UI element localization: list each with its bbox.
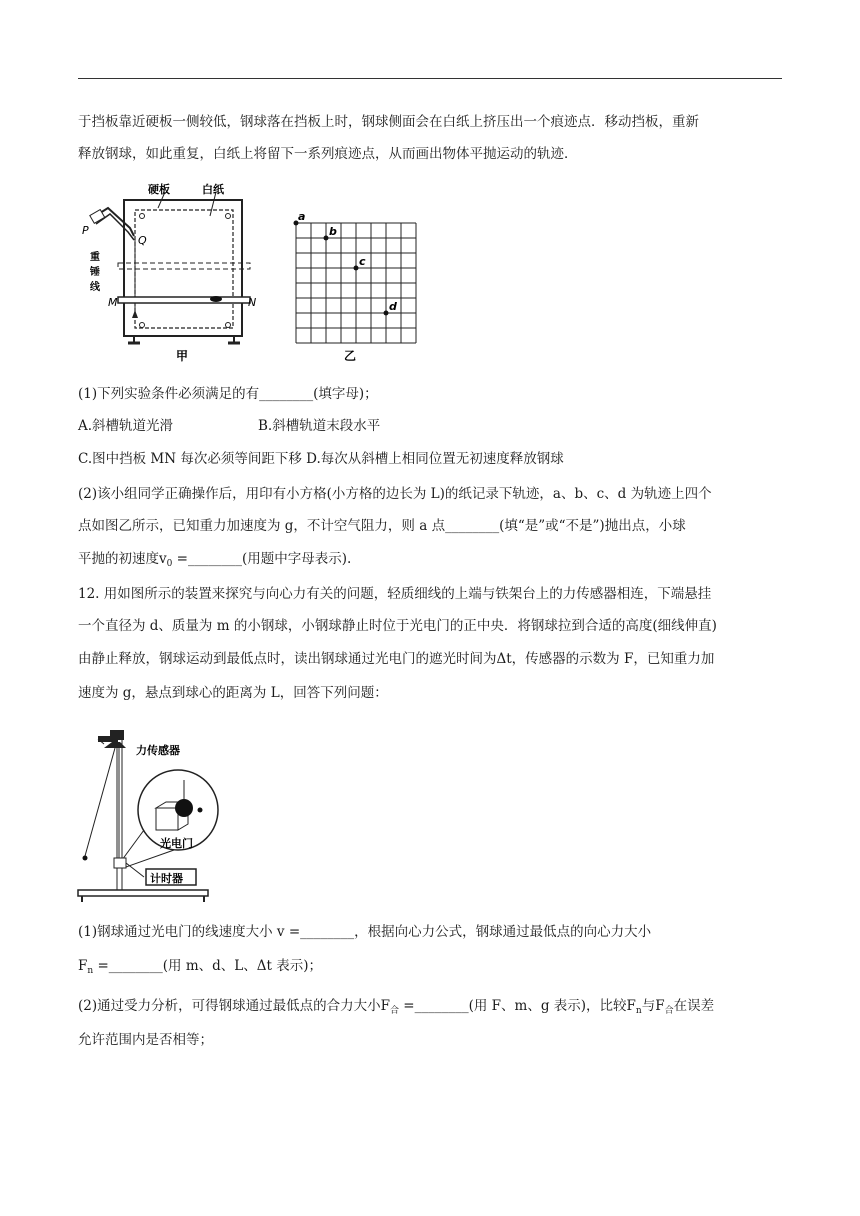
label-Q: Q [138, 234, 147, 247]
label-chui: 锤 [90, 267, 100, 278]
q11-part1: (1)下列实验条件必须满足的有________(填字母)； [78, 386, 378, 402]
caption-yi: 乙 [344, 349, 357, 363]
label-d: d [389, 300, 397, 313]
label-gate: 光电门 [160, 837, 193, 850]
q12-line4: 速度为 g，悬点到球心的距离为 L，回答下列问题： [78, 685, 388, 701]
q12-line3: 由静止释放，钢球运动到最低点时，读出钢球通过光电门的遮光时间为Δt，传感器的示数为 F，已知重力加 [78, 651, 715, 667]
figure-yi-grid [286, 208, 426, 368]
intro-line-2: 释放钢球，如此重复，白纸上将留下一系列痕迹点，从而画出物体平抛运动的轨迹． [78, 146, 578, 162]
header-rule [78, 78, 782, 79]
label-a: a [298, 210, 306, 223]
label-zhong: 重 [90, 252, 100, 263]
q12-line1: 12. 用如图所示的装置来探究与向心力有关的问题，轻质细线的上端与铁架台上的力传感器相连，下端悬挂 [78, 586, 712, 602]
label-baizhi: 白纸 [202, 183, 224, 196]
q11-option-b: B.斜槽轨道末段水平 [258, 418, 381, 434]
label-M: M [108, 296, 118, 309]
q12-part2-line1: (2)通过受力分析，可得钢球通过最低点的合力大小$F_合$ =________(用 F、m、g 表示)，比较$F_n$与$F_合$在误差 [78, 998, 715, 1016]
q12-part2-line2: 允许范围内是否相等； [78, 1032, 213, 1048]
q12-part1-line2: $F_n$ =________(用 m、d、L、Δt 表示)； [78, 958, 322, 976]
q12-line2: 一个直径为 d、质量为 m 的小钢球，小钢球静止时位于光电门的正中央．将钢球拉到合适的高度(细线伸直) [78, 618, 717, 634]
label-c: c [359, 255, 366, 268]
q11-part2-line3: 平抛的初速度$v_0$ =________(用题中字母表示). [78, 551, 352, 569]
q11-part2-line1: (2)该小组同学正确操作后，用印有小方格(小方格的边长为 L)的纸记录下轨迹，a、b、c、d 为轨迹上四个 [78, 486, 712, 502]
q11-part2-line2: 点如图乙所示，已知重力加速度为 g，不计空气阻力，则 a 点________(填“是”或“不是”)抛出点，小球 [78, 518, 686, 534]
label-yingban: 硬板 [148, 183, 170, 196]
figure-jia [78, 178, 278, 366]
intro-line-1: 于挡板靠近硬板一侧较低，钢球落在挡板上时，钢球侧面会在白纸上挤压出一个痕迹点．移动挡板，重新 [78, 114, 699, 130]
label-timer: 计时器 [150, 872, 183, 885]
caption-jia: 甲 [176, 349, 189, 363]
q11-option-a: A.斜槽轨道光滑 [78, 418, 174, 434]
label-xian: 线 [90, 282, 100, 293]
figure-apparatus [74, 722, 274, 908]
q12-part1-line1: (1)钢球通过光电门的线速度大小 v =________，根据向心力公式，钢球通过最低点的向心力大小 [78, 924, 652, 940]
label-sensor: 力传感器 [136, 744, 180, 757]
label-N: N [248, 296, 257, 309]
label-P: P [82, 224, 89, 237]
label-b: b [329, 225, 337, 238]
q11-option-cd: C.图中挡板 MN 每次必须等间距下移 D.每次从斜槽上相同位置无初速度释放钢球 [78, 451, 564, 467]
